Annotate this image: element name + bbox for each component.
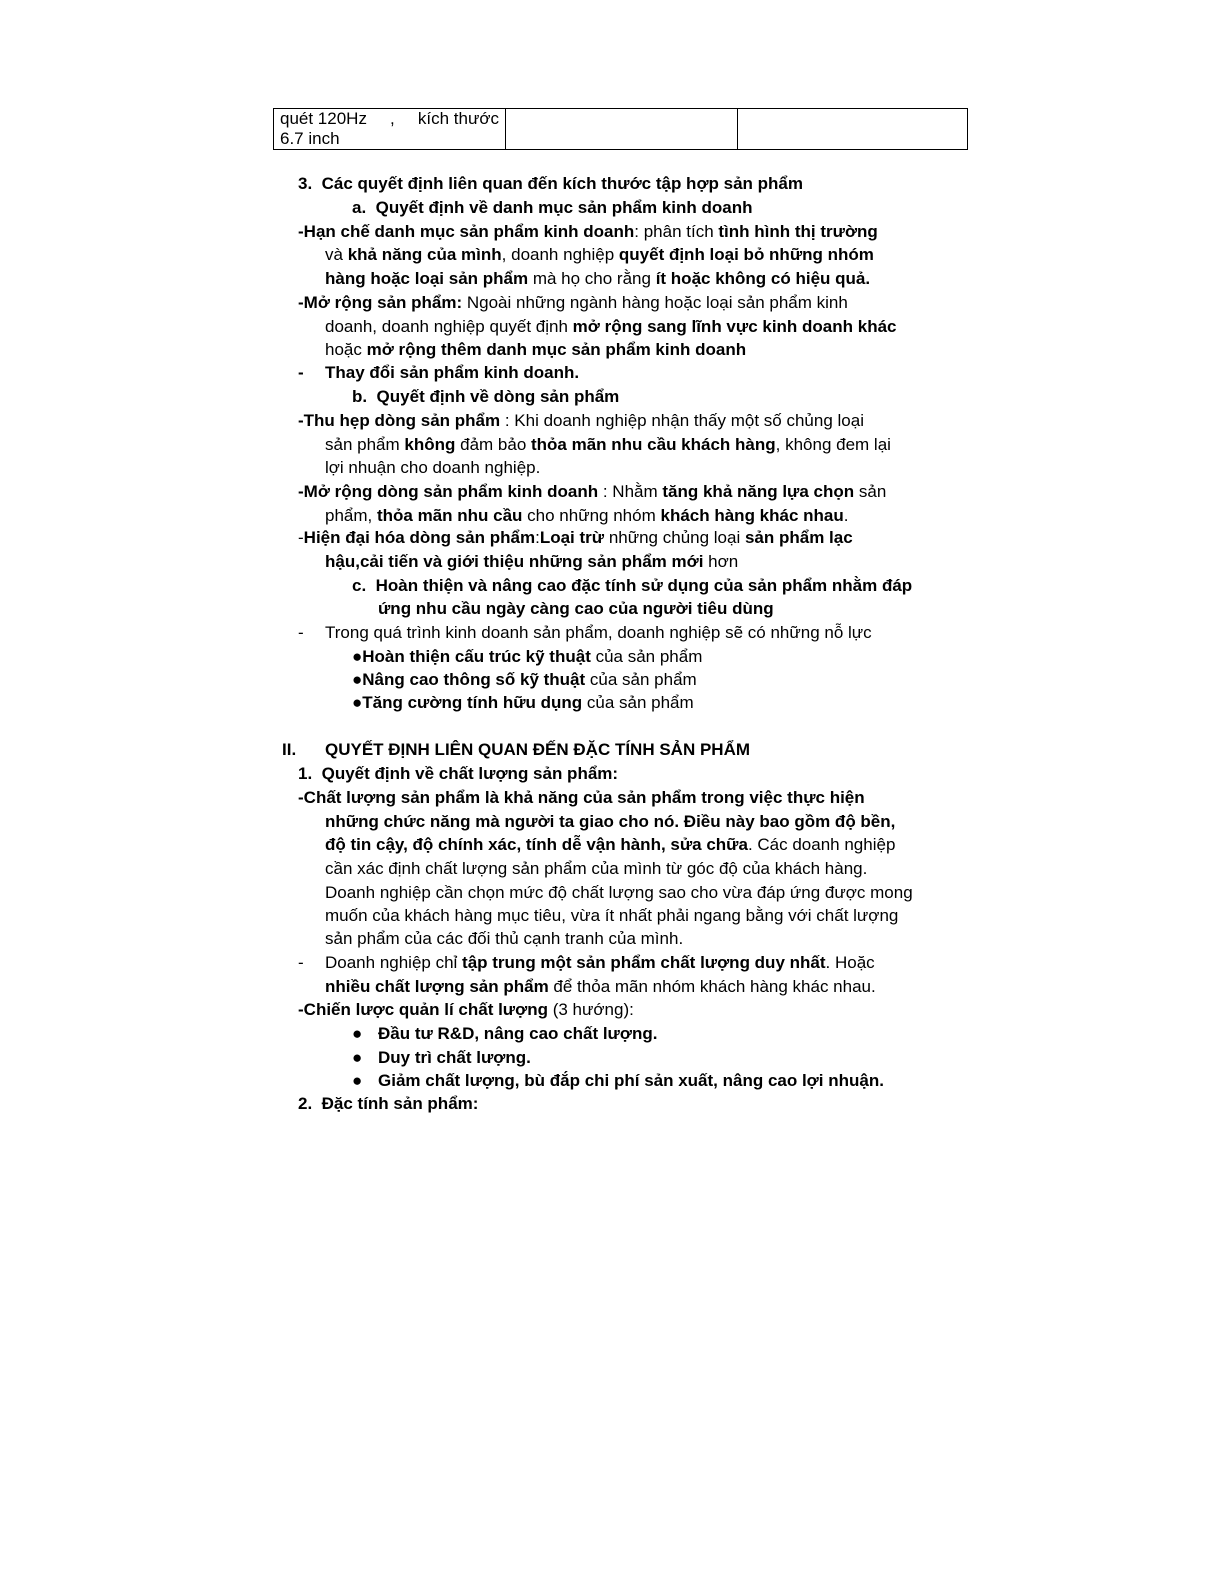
paragraph-line: sản phẩm không đảm bảo thỏa mãn nhu cầu khách hàng, không đem lại — [325, 435, 891, 454]
paragraph-line: nhiều chất lượng sản phẩm để thỏa mãn nhóm khách hàng khác nhau. — [325, 977, 876, 996]
cell-text: 6.7 inch — [280, 129, 340, 148]
list-item: ●Tăng cường tính hữu dụng của sản phẩm — [352, 693, 694, 712]
paragraph-line: -Thu hẹp dòng sản phẩm : Khi doanh nghiệp nhận thấy một số chủng loại — [298, 411, 864, 430]
table-cell-empty — [506, 109, 738, 149]
subsection-c-heading: c. Hoàn thiện và nâng cao đặc tính sử dụng của sản phẩm nhằm đáp — [352, 576, 913, 595]
paragraph-line: cần xác định chất lượng sản phẩm của mình từ góc độ của khách hàng. — [325, 859, 868, 878]
paragraph-line: hậu,cải tiến và giới thiệu những sản phẩm mới hơn — [325, 552, 739, 571]
bullet-symbol: ● — [352, 1024, 363, 1043]
paragraph-line: Doanh nghiệp cần chọn mức độ chất lượng sao cho vừa đáp ứng được mong — [325, 883, 913, 902]
bullet-symbol: ● — [352, 1048, 363, 1067]
paragraph-line: Thay đổi sản phẩm kinh doanh. — [325, 363, 580, 382]
item2-heading: 2. Đặc tính sản phẩm: — [298, 1094, 479, 1113]
cell-text: quét 120Hz — [280, 109, 367, 128]
list-dash: - — [298, 363, 304, 382]
paragraph-line: -Mở rộng dòng sản phẩm kinh doanh : Nhằm tăng khả năng lựa chọn sản — [298, 482, 887, 501]
bullet-symbol: ● — [352, 1071, 363, 1090]
paragraph-line: -Chiến lược quản lí chất lượng (3 hướng): — [298, 1000, 634, 1019]
list-item: Đầu tư R&D, nâng cao chất lượng. — [378, 1024, 658, 1043]
paragraph-line: lợi nhuận cho doanh nghiệp. — [325, 458, 541, 477]
paragraph-line: -Mở rộng sản phẩm: Ngoài những ngành hàng hoặc loại sản phẩm kinh — [298, 293, 848, 312]
list-item: Duy trì chất lượng. — [378, 1048, 531, 1067]
paragraph-line: -Hiện đại hóa dòng sản phẩm:Loại trừ những chủng loại sản phẩm lạc — [298, 528, 853, 547]
list-dash: - — [298, 953, 304, 972]
table-cell-spec — [274, 109, 506, 149]
cell-text: , — [390, 109, 395, 128]
table-fragment — [273, 108, 968, 150]
paragraph-line: sản phẩm của các đối thủ cạnh tranh của mình. — [325, 929, 684, 948]
item1-heading: 1. Quyết định về chất lượng sản phẩm: — [298, 764, 619, 783]
paragraph-line: Trong quá trình kinh doanh sản phẩm, doanh nghiệp sẽ có những nỗ lực — [325, 623, 872, 642]
subsection-a-heading: a. Quyết định về danh mục sản phẩm kinh doanh — [352, 198, 753, 217]
paragraph-line: và khả năng của mình, doanh nghiệp quyết định loại bỏ những nhóm — [325, 245, 874, 264]
paragraph-line: hàng hoặc loại sản phẩm mà họ cho rằng ít hoặc không có hiệu quả. — [325, 269, 871, 288]
paragraph-line: những chức năng mà người ta giao cho nó. Điều này bao gồm độ bền, — [325, 812, 896, 831]
subsection-c-heading-cont: ứng nhu cầu ngày càng cao của người tiêu dùng — [378, 599, 774, 618]
paragraph-line: -Chất lượng sản phẩm là khả năng của sản phẩm trong việc thực hiện — [298, 788, 865, 807]
section3-heading: 3. Các quyết định liên quan đến kích thước tập hợp sản phẩm — [298, 174, 803, 193]
list-item: ●Nâng cao thông số kỹ thuật của sản phẩm — [352, 670, 697, 689]
section-heading: QUYẾT ĐỊNH LIÊN QUAN ĐẾN ĐẶC TÍNH SẢN PHẨM — [325, 740, 751, 759]
cell-text: kích thước — [417, 109, 499, 128]
paragraph-line: -Hạn chế danh mục sản phẩm kinh doanh: phân tích tình hình thị trường — [298, 222, 878, 241]
section-numeral: II. — [282, 740, 297, 759]
table-cell-line — [280, 109, 499, 129]
paragraph-line: Doanh nghiệp chỉ tập trung một sản phẩm chất lượng duy nhất. Hoặc — [325, 953, 875, 972]
paragraph-line: phẩm, thỏa mãn nhu cầu cho những nhóm khách hàng khác nhau. — [325, 506, 849, 525]
paragraph-line: hoặc mở rộng thêm danh mục sản phẩm kinh doanh — [325, 340, 747, 359]
paragraph-line: doanh, doanh nghiệp quyết định mở rộng sang lĩnh vực kinh doanh khác — [325, 317, 897, 336]
paragraph-line: muốn của khách hàng mục tiêu, vừa ít nhất phải ngang bằng với chất lượng — [325, 906, 899, 925]
paragraph-line: độ tin cậy, độ chính xác, tính dễ vận hành, sửa chữa. Các doanh nghiệp — [325, 835, 896, 854]
subsection-b-heading: b. Quyết định về dòng sản phẩm — [352, 387, 620, 406]
list-dash: - — [298, 623, 304, 642]
table-cell-empty — [738, 109, 967, 149]
list-item: ●Hoàn thiện cấu trúc kỹ thuật của sản phẩm — [352, 647, 703, 666]
list-item: Giảm chất lượng, bù đắp chi phí sản xuất, nâng cao lợi nhuận. — [378, 1071, 884, 1090]
